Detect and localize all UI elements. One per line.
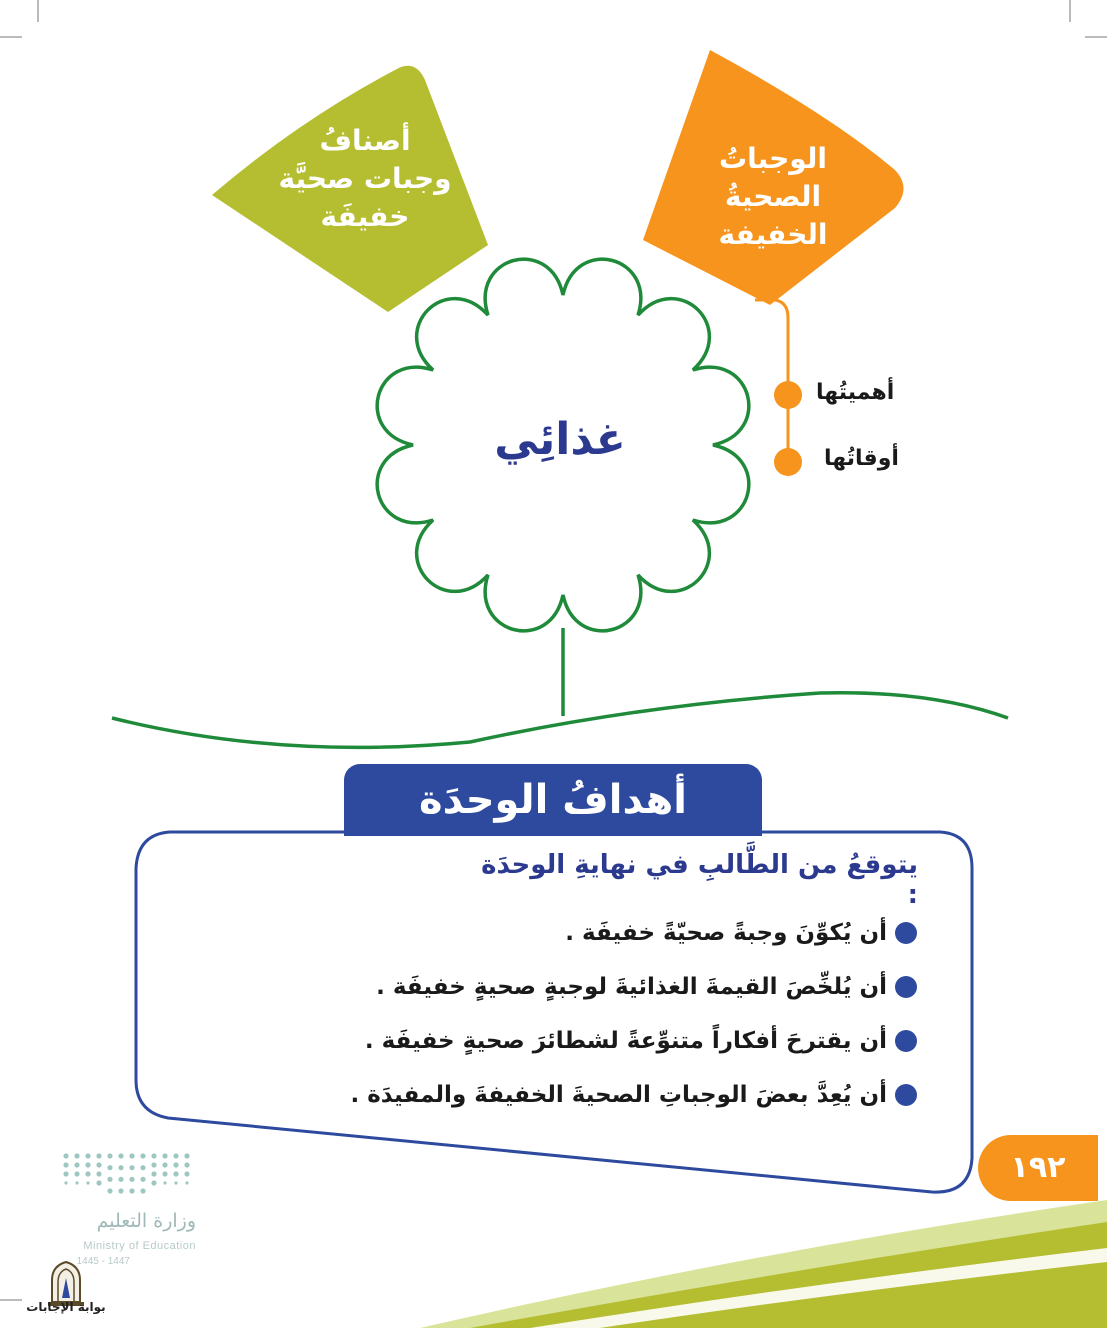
branch-label-times: أوقاتُها [824, 446, 899, 471]
page-number: ١٩٢ [978, 1135, 1098, 1201]
logo-dot [86, 1181, 89, 1184]
objective-item [376, 974, 917, 1000]
petal-right-label [668, 140, 878, 253]
branch-dot-1 [774, 381, 802, 409]
petal-right-line2: الخفيفة [718, 217, 828, 251]
logo-dot [118, 1165, 123, 1170]
logo-dot [184, 1162, 189, 1167]
logo-dot [107, 1153, 112, 1158]
logo-dot [63, 1162, 68, 1167]
ministry-name-en: Ministry of Education [83, 1240, 196, 1252]
objectives-intro: يتوقعُ من الطَّالبِ في نهايةِ الوحدَة : [481, 850, 918, 910]
objective-text: أن يُلخِّصَ القيمةَ الغذائيةَ لوجبةٍ صحيةٍ خفيفَة . [376, 974, 887, 1000]
portal-badge-label: بوابة الإجابات [26, 1300, 106, 1314]
logo-dot [162, 1171, 167, 1176]
logo-dot [64, 1181, 67, 1184]
bullet-icon [895, 1084, 917, 1106]
logo-dot [151, 1171, 156, 1176]
logo-dot [63, 1153, 68, 1158]
logo-dot [184, 1153, 189, 1158]
logo-dot [74, 1153, 79, 1158]
portal-badge-icon [30, 1258, 102, 1324]
logo-dot [184, 1171, 189, 1176]
logo-dot [129, 1165, 134, 1170]
objective-text: أن يقترحَ أفكاراً متنوِّعةً لشطائرَ صحيةٍ خفيفَة . [364, 1028, 887, 1054]
logo-dot [74, 1171, 79, 1176]
logo-dot [96, 1180, 101, 1185]
petal-right-line1: الوجباتُ الصحيةُ [719, 142, 827, 213]
logo-dot [118, 1177, 123, 1182]
logo-dot [163, 1181, 166, 1184]
objective-item [565, 920, 917, 946]
objective-item [365, 1028, 917, 1054]
logo-dot [107, 1165, 112, 1170]
logo-dot [140, 1177, 145, 1182]
logo-dot [75, 1181, 78, 1184]
logo-dot [107, 1177, 112, 1182]
logo-dot [129, 1177, 134, 1182]
logo-dot [173, 1162, 178, 1167]
logo-dot [162, 1162, 167, 1167]
logo-dot [96, 1162, 101, 1167]
petal-left-label [270, 122, 460, 235]
logo-dot [129, 1153, 134, 1158]
logo-dot [140, 1188, 145, 1193]
logo-dot [85, 1153, 90, 1158]
logo-dot [85, 1162, 90, 1167]
logo-dot [174, 1181, 177, 1184]
logo-dot [151, 1153, 156, 1158]
logo-dot [96, 1153, 101, 1158]
objectives-header: أهدافُ الوحدَة [344, 764, 762, 836]
logo-dot [173, 1171, 178, 1176]
logo-dot [185, 1181, 188, 1184]
logo-dot [173, 1153, 178, 1158]
logo-dot [140, 1165, 145, 1170]
logo-dot [96, 1171, 101, 1176]
logo-dot [129, 1188, 134, 1193]
bullet-icon [895, 922, 917, 944]
ground-curve [112, 693, 1008, 748]
bullet-icon [895, 1030, 917, 1052]
logo-dot [74, 1162, 79, 1167]
logo-dot [151, 1162, 156, 1167]
objective-item [350, 1082, 917, 1108]
objective-text: أن يُعِدَّ بعضَ الوجباتِ الصحيةَ الخفيفةَ والمفيدَة . [350, 1082, 887, 1108]
logo-dot [151, 1180, 156, 1185]
petal-left-line2: وجبات صحيَّة [278, 161, 452, 195]
logo-dot [107, 1188, 112, 1193]
branch-dot-2 [774, 448, 802, 476]
branch-connector-line [755, 300, 788, 462]
petal-left-line1: أصنافُ [319, 124, 411, 157]
logo-dot [85, 1171, 90, 1176]
logo-dot [140, 1153, 145, 1158]
logo-dot [63, 1171, 68, 1176]
ministry-name-ar: وزارة التعليم [96, 1210, 196, 1232]
bullet-icon [895, 976, 917, 998]
petal-left-line3: خفيفَة [320, 199, 410, 233]
logo-dot [118, 1153, 123, 1158]
objective-text: أن يُكوِّنَ وجبةً صحيّةً خفيفَة . [565, 920, 887, 946]
logo-dot [118, 1188, 123, 1193]
bottom-swoosh-dark [470, 1222, 1107, 1328]
ministry-year: 1445 - 1447 [76, 1256, 130, 1267]
logo-dot [162, 1153, 167, 1158]
branch-label-importance: أهميتُها [816, 380, 895, 405]
flower-title: غذائِي [494, 414, 626, 465]
